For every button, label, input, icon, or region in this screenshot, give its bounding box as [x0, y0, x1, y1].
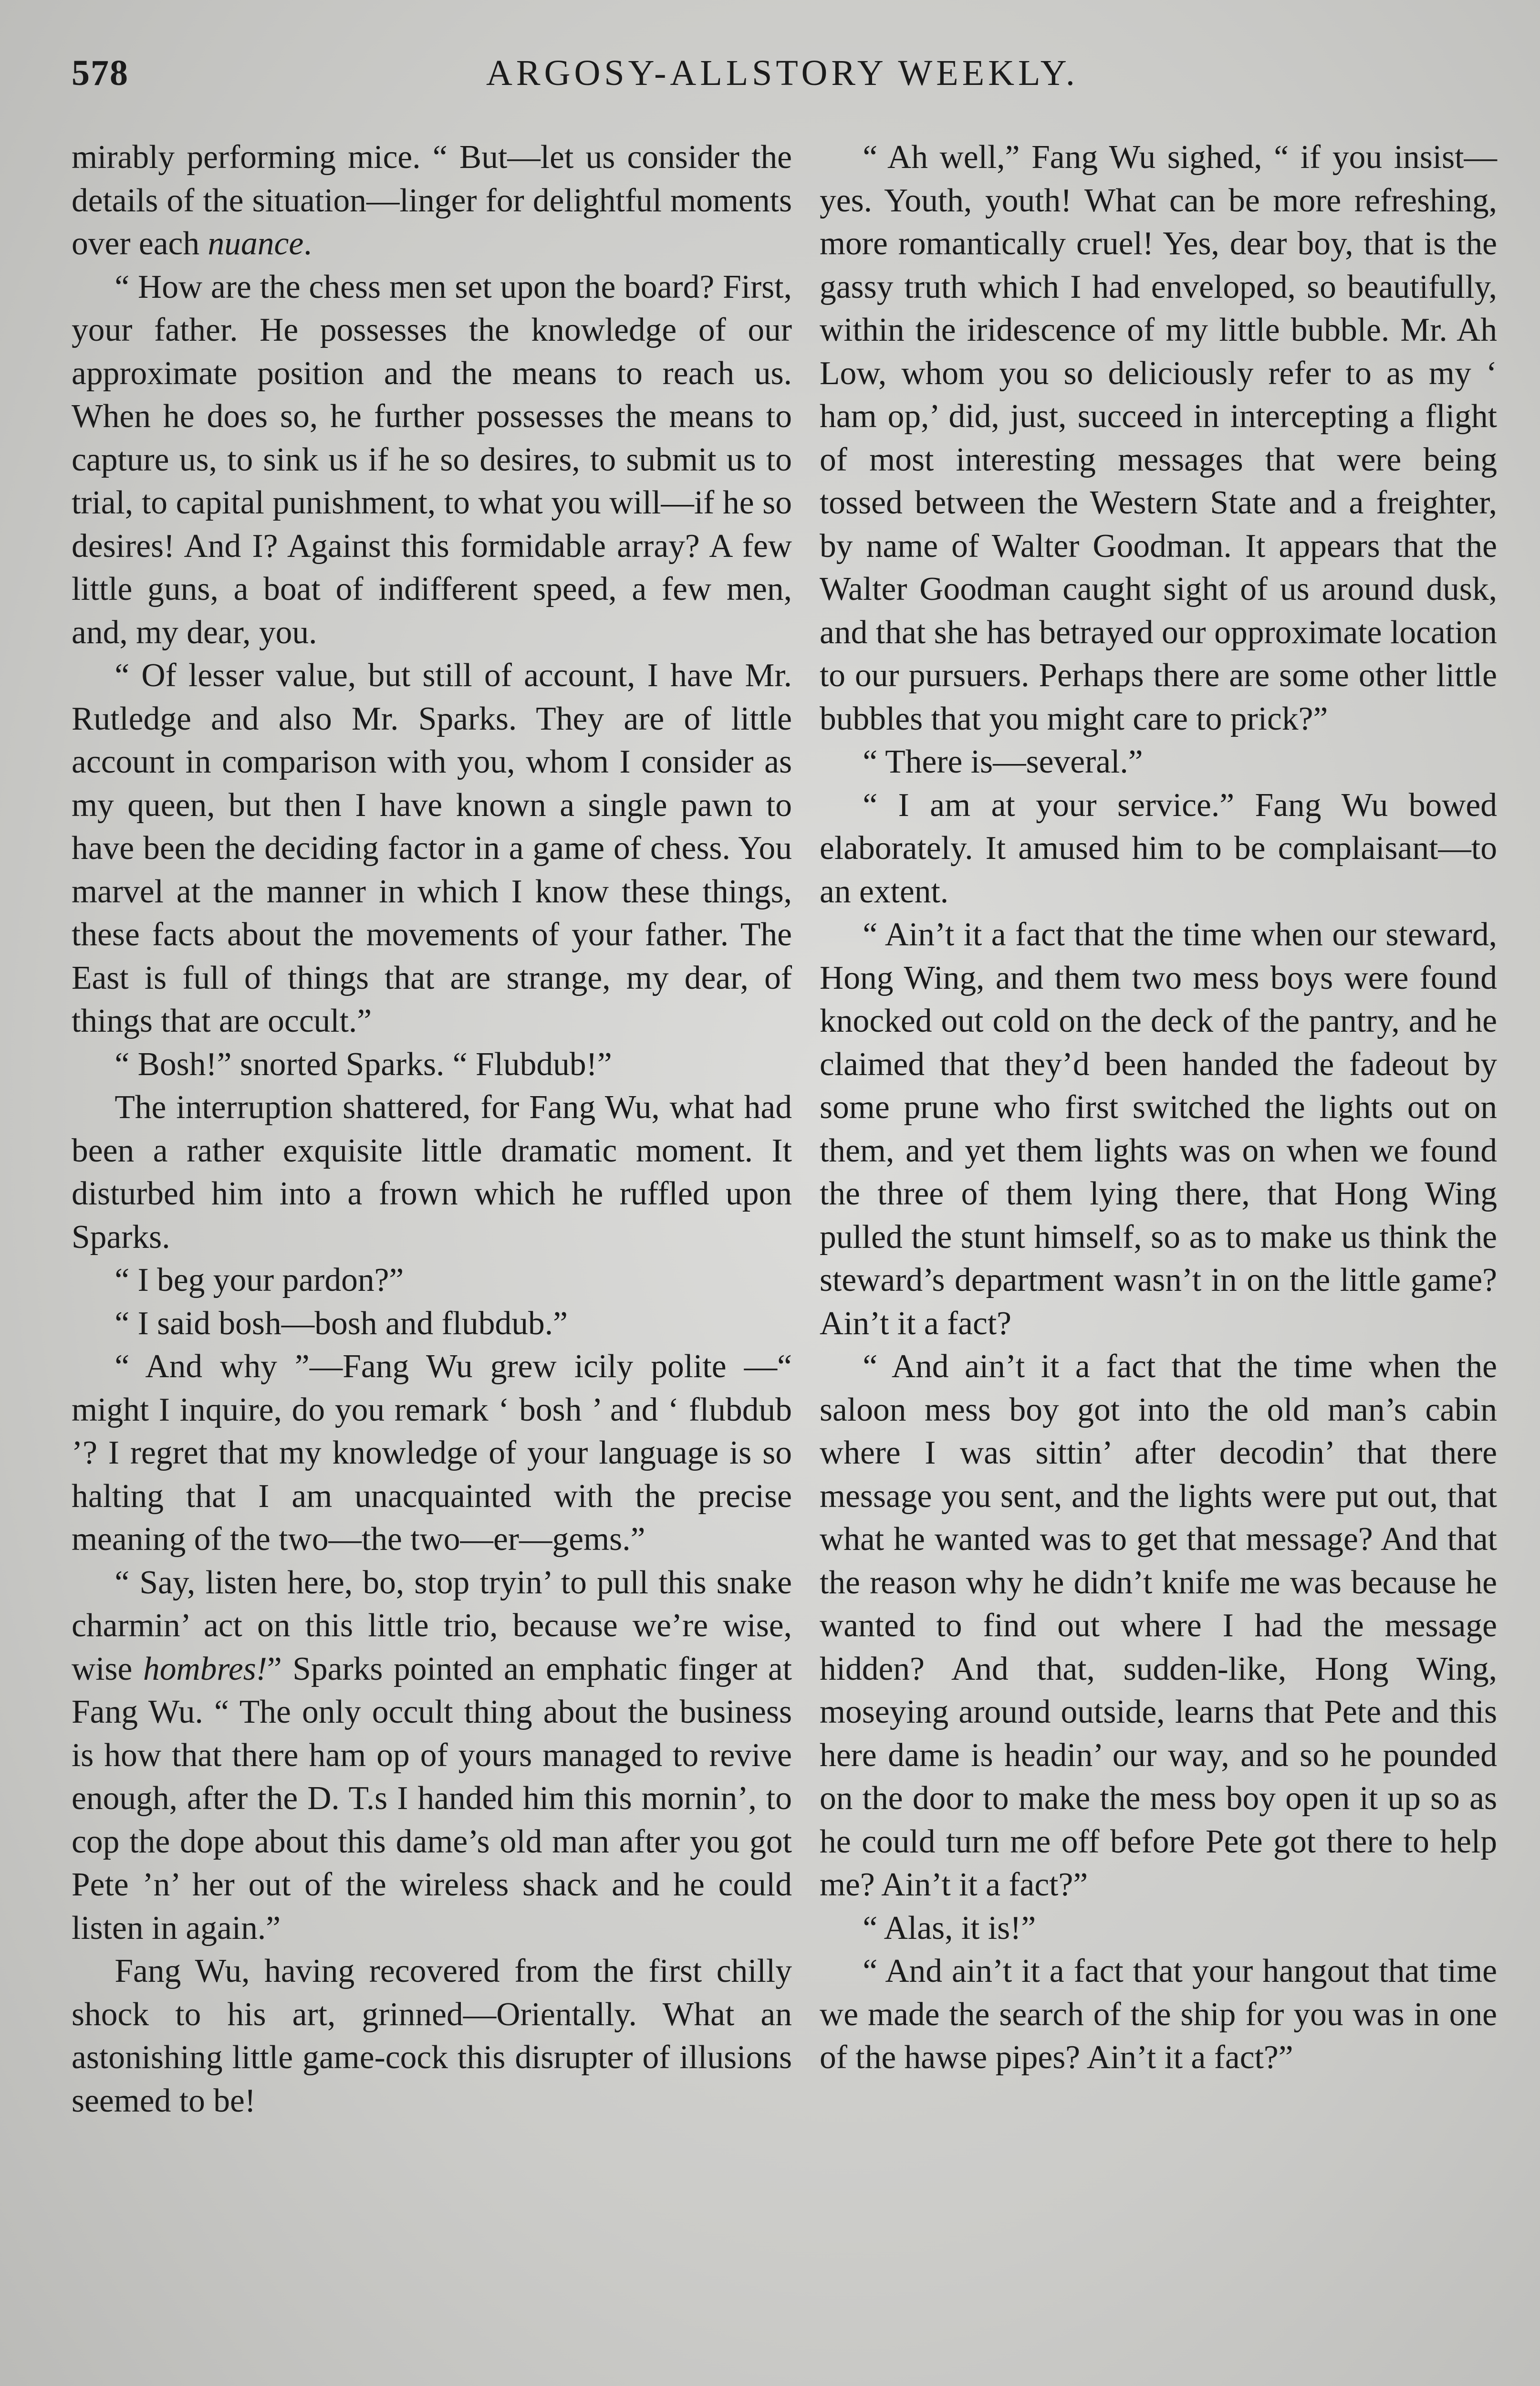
paragraph: “ Of lesser value, but still of account, I have Mr. Rutledge and also Mr. Sparks. They are of little account in comparison with you, whom I consider as my queen, but then I have known a single pawn to have been the deciding factor in a game of chess. You marvel at the manner in which I know these things, these facts about the movements of your father. The East is full of things that are strange, my dear, of things that are occult.” — [72, 657, 792, 1039]
paragraph: “ Say, listen here, bo, stop tryin’ to pull this snake charmin’ act on this little trio, because we’re wise, wise hombres!” Sparks pointed an emphatic finger at Fang Wu. “ The only occult thing about the business is how that there ham op of yours managed to revive enough, after the D. T.s I handed him this mornin’, to cop the dope about this dame’s old man after you got Pete ’n’ her out of the wireless shack and he could listen in again.” — [72, 1564, 792, 1946]
paragraph: “ There is—several.” — [863, 743, 1143, 780]
paragraph: “ Ah well,” Fang Wu sighed, “ if you insist—yes. Youth, youth! What can be more refreshing, more romantically cruel! Yes, dear boy, that is the gassy truth which I had enveloped, so beautifully, within the iridescence of my little bubble. Mr. Ah Low, whom you so deliciously refer to as my ‘ ham op,’ did, just, succeed in intercepting a flight of most interesting messages that were being tossed between the Western State and a freighter, by name of Walter Goodman. It appears that the Walter Goodman caught sight of us around dusk, and that she has betrayed our opproximate location to our pursuers. Perhaps there are some other little bubbles that you might care to prick?” — [820, 139, 1497, 737]
paragraph: Fang Wu, having recovered from the first chilly shock to his art, grinned—Orientally. What an astonishing little game-cock this disrupter of illusions seemed to be! — [72, 1953, 792, 2119]
right-column — [820, 136, 1497, 2080]
paragraph: “ And why ”—Fang Wu grew icily polite —“ might I inquire, do you remark ‘ bosh ’ and ‘ flubdub ’? I regret that my knowledge of your language is so halting that I am unacquainted with the precise meaning of the two—the two—er—gems.” — [72, 1348, 792, 1558]
page-header — [72, 52, 1493, 105]
paragraph: “ Bosh!” snorted Sparks. “ Flubdub!” — [114, 1046, 612, 1083]
italic-word: hombres! — [143, 1650, 267, 1687]
paragraph: “ I said bosh—bosh and flubdub.” — [114, 1305, 568, 1342]
paragraph: mirably performing mice. “ But—let us consider the details of the situation—linger for delightful moments over each nuance. — [72, 139, 792, 262]
page-number: 578 — [72, 53, 129, 93]
paragraph: “ How are the chess men set upon the board? First, your father. He possesses the knowledge of our approximate position and the means to reach us. When he does so, he further possesses the means to capture us, to sink us if he so desires, to submit us to trial, to capital punishment, to what you will—if he so desires! And I? Against this formidable array? A few little guns, a boat of indifferent speed, a few men, and, my dear, you. — [72, 268, 792, 651]
paragraph: “ Alas, it is!” — [863, 1909, 1036, 1946]
paragraph: “ And ain’t it a fact that your hangout that time we made the search of the ship for you was in one of the hawse pipes? Ain’t it a fact?” — [820, 1953, 1497, 2076]
paragraph: “ Ain’t it a fact that the time when our steward, Hong Wing, and them two mess boys were found knocked out cold on the deck of the pantry, and he claimed that they’d been handed the fadeout by some prune who first switched the lights out on them, and yet them lights was on when we found the three of them lying there, that Hong Wing pulled the stunt himself, so as to make us think the steward’s department wasn’t in on the little game? Ain’t it a fact? — [820, 916, 1497, 1342]
paragraph: The interruption shattered, for Fang Wu, what had been a rather exquisite little dramatic moment. It disturbed him into a frown which he ruffled upon Sparks. — [72, 1089, 792, 1256]
paragraph: “ And ain’t it a fact that the time when the saloon mess boy got into the old man’s cabin where I was sittin’ after decodin’ that there message you sent, and the lights were put out, that what he wanted was to get that message? And that the reason why he didn’t knife me was because he wanted to find out where I had the message hidden? And that, sudden-like, Hong Wing, moseying around outside, learns that Pete and this here dame is headin’ our way, and so he pounded on the door to make the mess boy open it up so as he could turn me off before Pete got there to help me? Ain’t it a fact?” — [820, 1348, 1497, 1903]
paragraph: “ I am at your service.” Fang Wu bowed elaborately. It amused him to be complaisant—to an extent. — [820, 786, 1497, 910]
running-title: ARGOSY-ALLSTORY WEEKLY. — [486, 53, 1079, 93]
left-column — [72, 136, 792, 2123]
paragraph: “ I beg your pardon?” — [114, 1262, 404, 1298]
italic-word: nuance — [208, 225, 304, 262]
